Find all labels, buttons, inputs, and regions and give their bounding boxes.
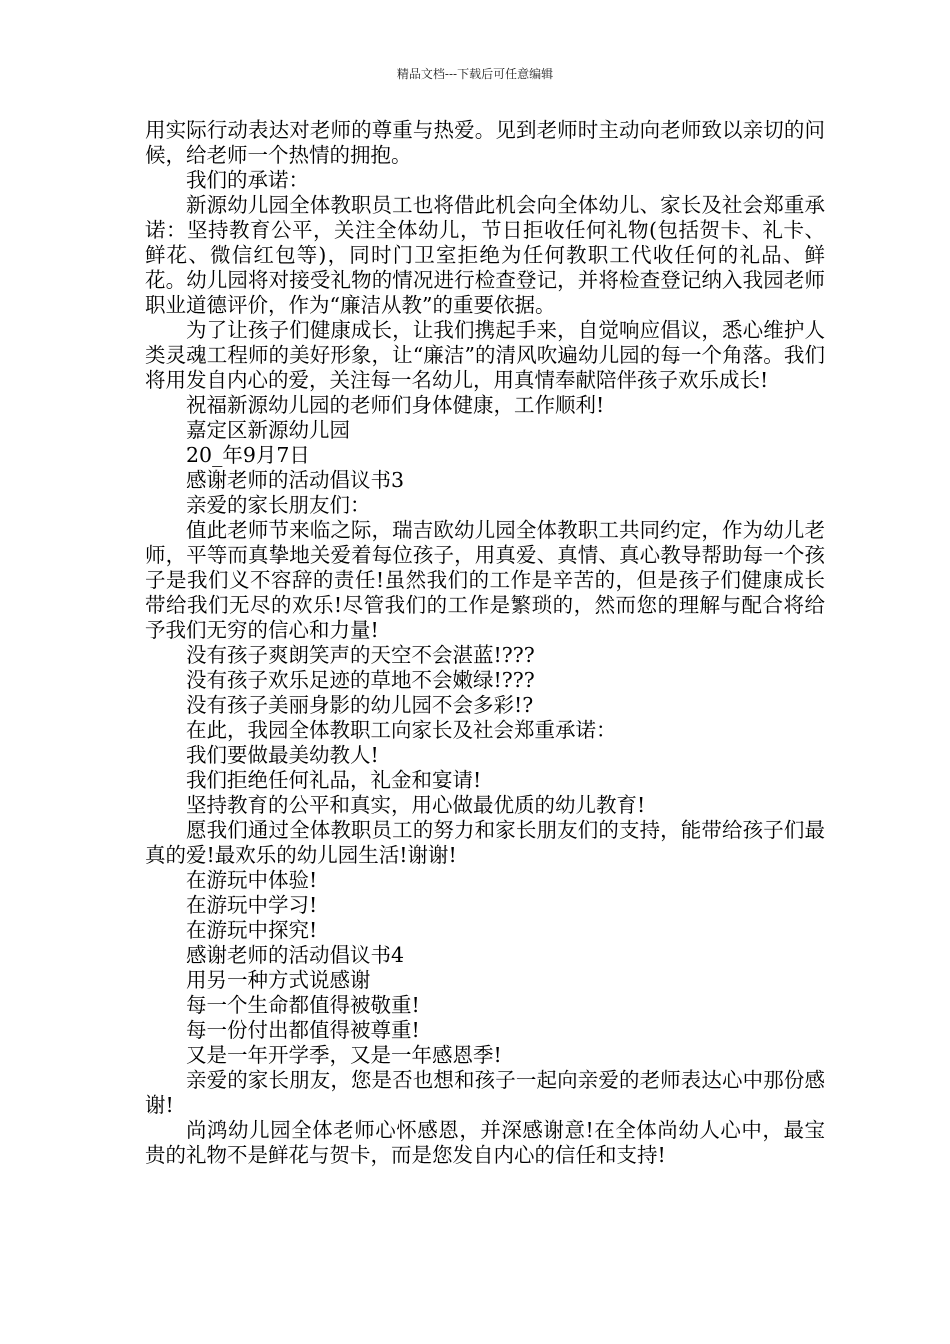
paragraph: 没有孩子美丽身影的幼儿园不会多彩!? <box>186 693 534 717</box>
paragraph: 我们要做最美幼教人! <box>186 743 379 767</box>
paragraph: 没有孩子欢乐足迹的草地不会嫩绿!??? <box>186 668 535 692</box>
paragraph: 尚鸿幼儿园全体老师心怀感恩，并深感谢意!在全体尚幼人心中，最宝贵的礼物不是鲜花与贺卡，而是您发自内心的信任和支持! <box>145 1118 825 1167</box>
paragraph: 又是一年开学季，又是一年感恩季! <box>186 1043 502 1067</box>
paragraph: 20_年9月7日 <box>186 443 310 467</box>
paragraph: 每一份付出都值得被尊重! <box>186 1018 420 1042</box>
paragraph: 在此，我园全体教职工向家长及社会郑重承诺： <box>186 718 617 742</box>
paragraph: 用另一种方式说感谢 <box>186 968 371 992</box>
paragraph: 我们的承诺： <box>186 168 309 192</box>
paragraph: 感谢老师的活动倡议书4 <box>186 943 405 967</box>
paragraph: 嘉定区新源幼儿园 <box>186 418 350 442</box>
document-body <box>145 118 825 1168</box>
paragraph: 新源幼儿园全体教职员工也将借此机会向全体幼儿、家长及社会郑重承诺：坚持教育公平，关注全体幼儿，节日拒收任何礼物(包括贺卡、礼卡、鲜花、微信红包等)，同时门卫室拒绝为任何教职工代收任何的礼品、鲜花。幼儿园将对接受礼物的情况进行检查登记，并将检查登记纳入我园老师职业道德评价，作为“廉洁从教”的重要依据。 <box>145 193 825 317</box>
paragraph: 在游玩中学习! <box>186 893 318 917</box>
paragraph: 坚持教育的公平和真实，用心做最优质的幼儿教育! <box>186 793 646 817</box>
paragraph: 亲爱的家长朋友们： <box>186 493 371 517</box>
paragraph: 亲爱的家长朋友，您是否也想和孩子一起向亲爱的老师表达心中那份感谢! <box>145 1068 825 1117</box>
paragraph: 值此老师节来临之际，瑞吉欧幼儿园全体教职工共同约定，作为幼儿老师，平等而真挚地关爱着每位孩子，用真爱、真情、真心教导帮助每一个孩子是我们义不容辞的责任!虽然我们的工作是辛苦的，但是孩子们健康成长带给我们无尽的欢乐!尽管我们的工作是繁琐的，然而您的理解与配合将给予我们无穷的信心和力量! <box>145 518 825 642</box>
page-header: 精品文档---下载后可任意编辑 <box>396 67 554 81</box>
paragraph: 在游玩中体验! <box>186 868 318 892</box>
paragraph: 为了让孩子们健康成长，让我们携起手来，自觉响应倡议，悉心维护人类灵魂工程师的美好形象，让“廉洁”的清风吹遍幼儿园的每一个角落。我们将用发自内心的爱，关注每一名幼儿，用真情奉献陪伴孩子欢乐成长! <box>145 318 825 392</box>
paragraph: 用实际行动表达对老师的尊重与热爱。见到老师时主动向老师致以亲切的问候，给老师一个热情的拥抱。 <box>145 118 825 167</box>
paragraph: 感谢老师的活动倡议书3 <box>186 468 405 492</box>
paragraph: 我们拒绝任何礼品，礼金和宴请! <box>186 768 482 792</box>
paragraph: 没有孩子爽朗笑声的天空不会湛蓝!??? <box>186 643 535 667</box>
paragraph: 每一个生命都值得被敬重! <box>186 993 420 1017</box>
paragraph: 愿我们通过全体教职员工的努力和家长朋友们的支持，能带给孩子们最真的爱!最欢乐的幼儿园生活!谢谢! <box>145 818 825 867</box>
paragraph: 在游玩中探究! <box>186 918 318 942</box>
paragraph: 祝福新源幼儿园的老师们身体健康，工作顺利! <box>186 393 605 417</box>
